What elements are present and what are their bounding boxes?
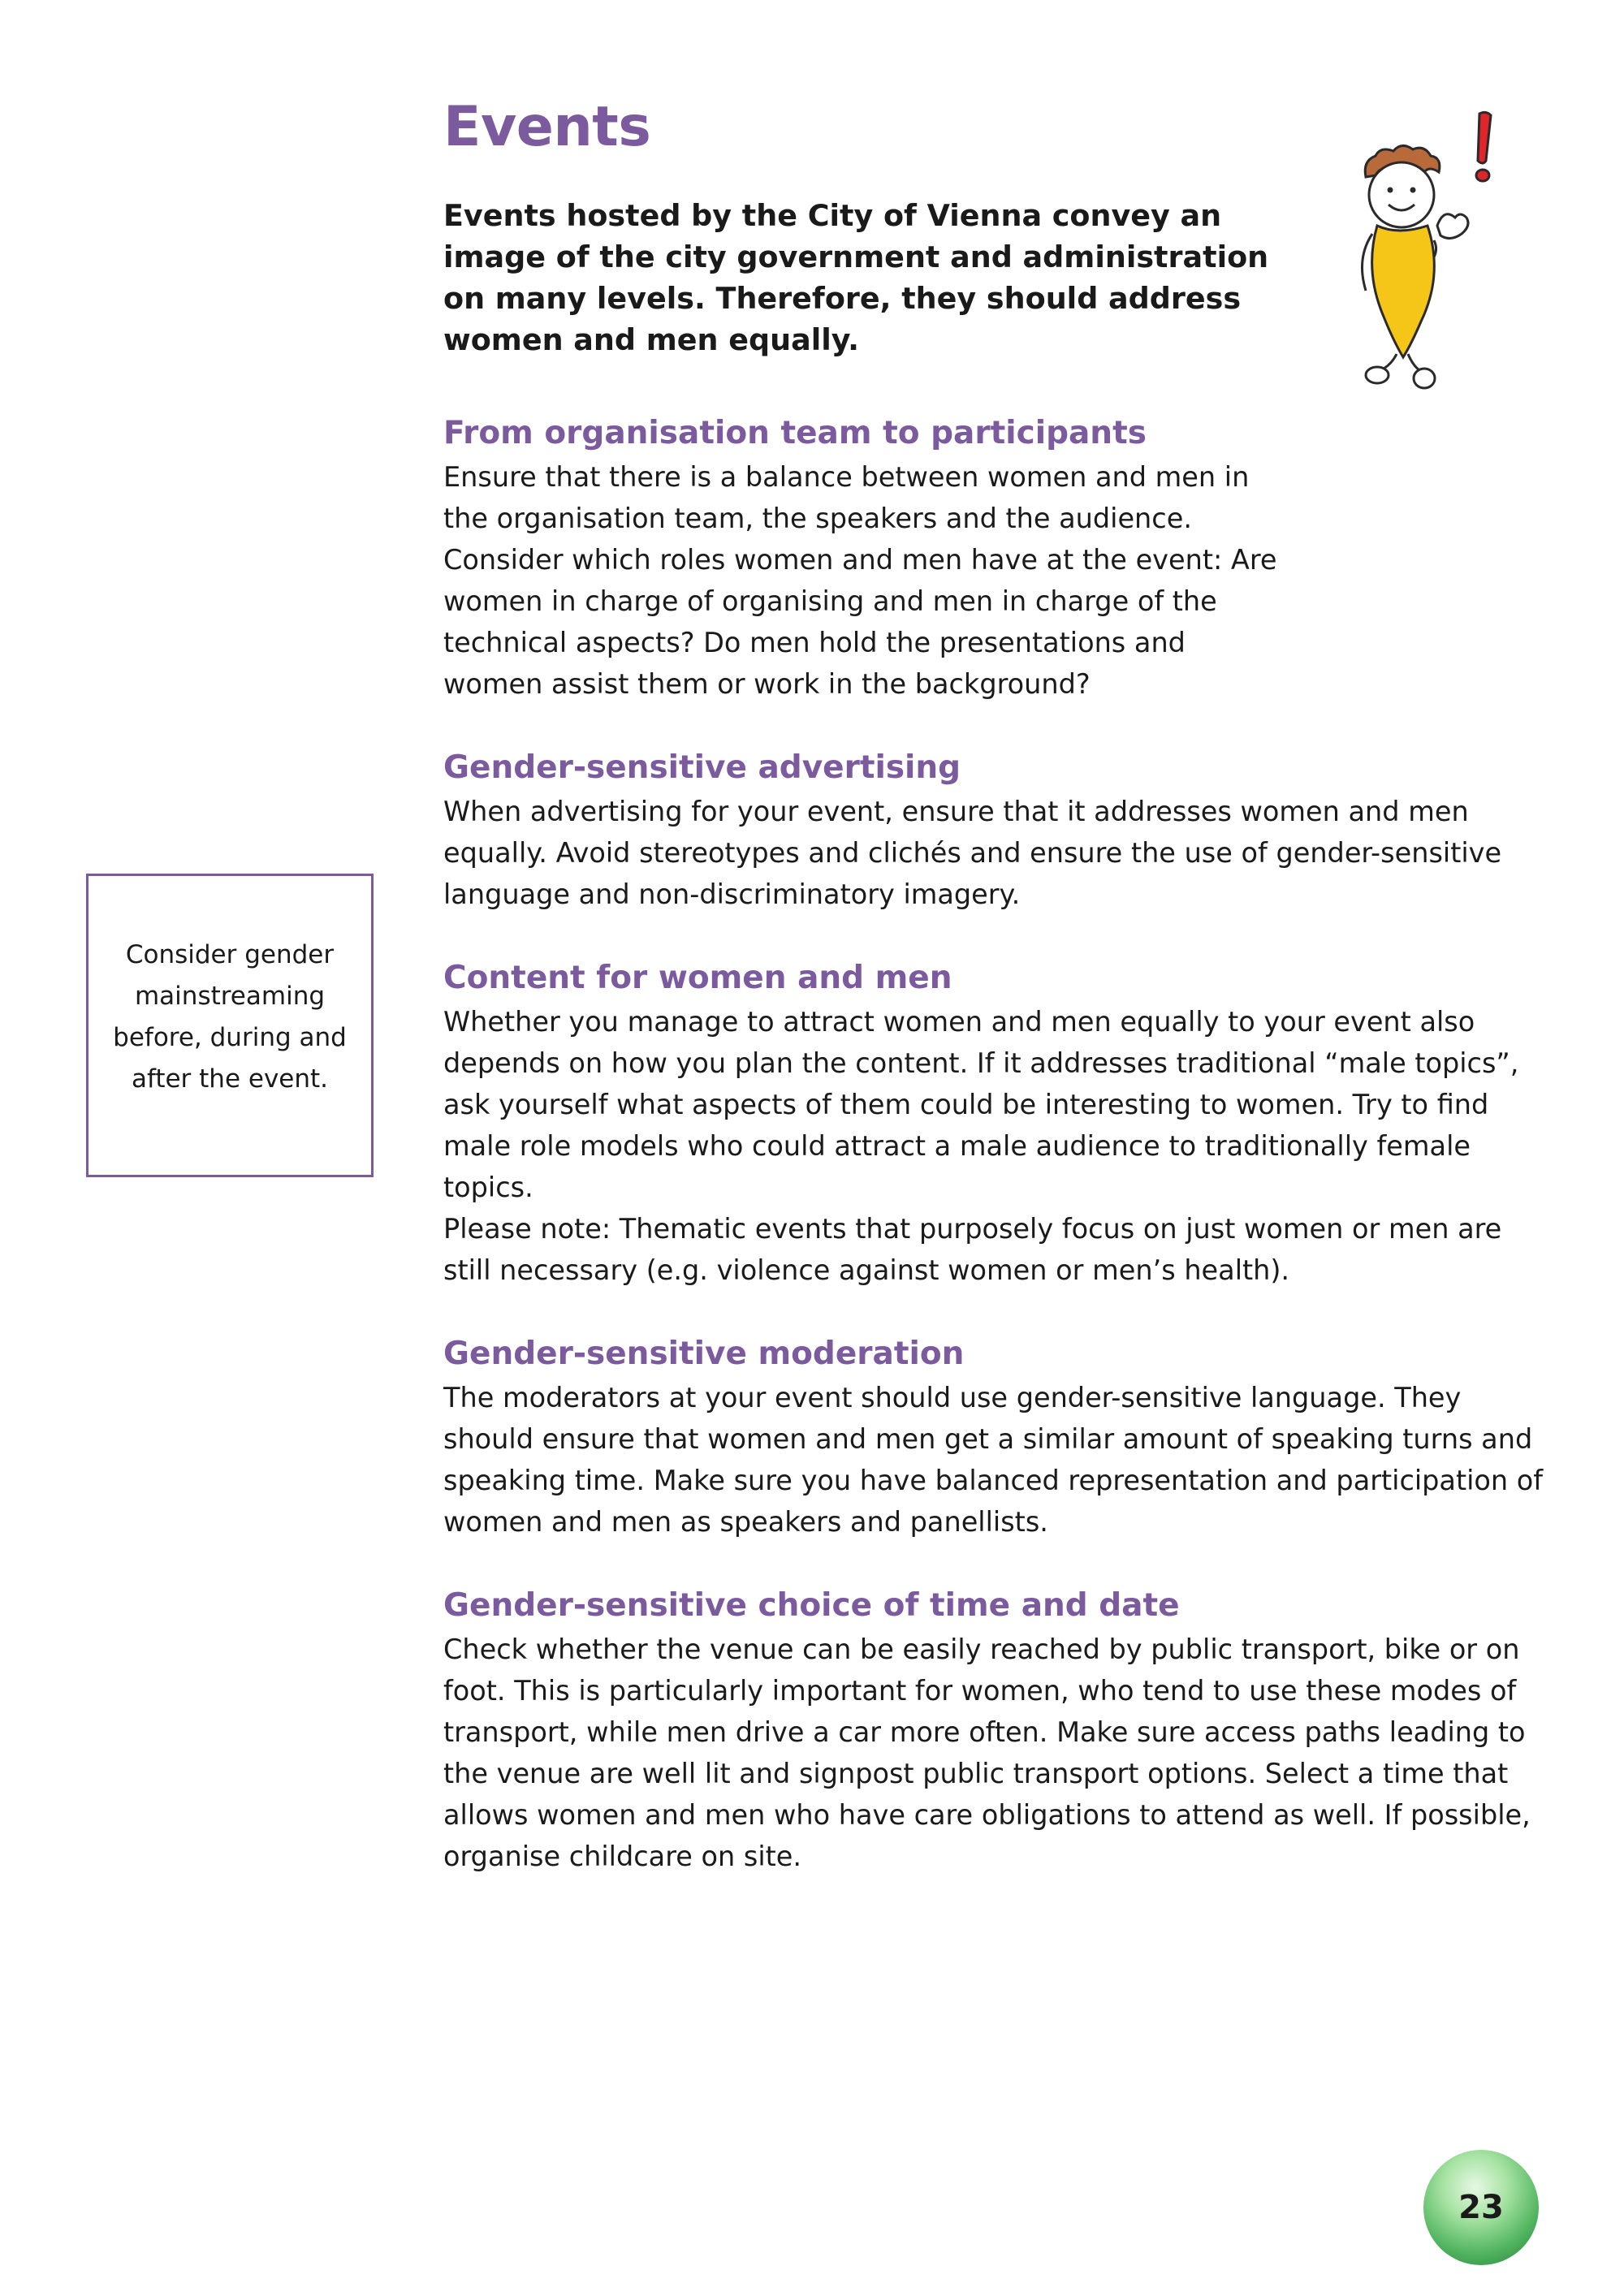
section-heading: From organisation team to participants [443,415,1147,452]
sidebar-note-box [86,874,374,1177]
section-heading: Content for women and men [443,960,952,997]
body-icon [1372,226,1435,357]
section-heading: Gender-sensitive moderation [443,1336,965,1373]
head-icon [1369,162,1434,227]
section-content [443,957,1548,1291]
section-advertising [443,747,1548,915]
page-number-badge [1423,2150,1539,2265]
section-paragraph: The moderators at your event should use gender-sensitive language. They should ensure that women and men get a similar amount of speaking turns and speaking time. Make sure you have balanced representation and participation of women and men as speakers and panellists. [443,1382,1544,1539]
section-paragraph: When advertising for your event, ensure that it addresses women and men equally. Avoid stereotypes and clichés and ensure the use of gender-sensitive language and non-discriminatory imagery. [443,796,1502,911]
section-paragraph: Check whether the venue can be easily reached by public transport, bike or on foot. This is particularly important for women, who tend to use these modes of transport, while men drive a car more often. Make sure access paths leading to the venue are well lit and signpost public transport options. Select a time that allows women and men who have care obligations to attend as well. If possible, organise childcare on site. [443,1634,1531,1873]
foot-icon [1366,367,1389,383]
section-moderation [443,1333,1548,1543]
page-title: Events [443,95,651,159]
section-paragraph: Please note: Thematic events that purposely focus on just women or men are still necessary (e.g. violence against women or men’s health). [443,1213,1502,1287]
exclamation-icon [1476,112,1491,181]
section-organisation-team [443,412,1548,705]
section-heading: Gender-sensitive choice of time and date [443,1587,1180,1625]
intro-text: Events hosted by the City of Vienna convey an image of the city government and administration on many levels. Therefore, they should address women and men equally. [443,198,1269,358]
section-paragraph: Whether you manage to attract women and men equally to your event also depends on how you plan the content. If it addresses traditional “male topics”, ask yourself what aspects of them could be interesting to women. Try to find male role models who could attract a male audience to traditionally female topics. [443,1006,1519,1204]
foot-icon [1414,369,1435,388]
hand-icon [1437,214,1468,239]
section-heading: Gender-sensitive advertising [443,749,961,787]
mascot-illustration [1348,104,1543,404]
page-number: 23 [1458,2189,1504,2226]
sidebar-note-text: Consider gender mainstreaming before, during and after the event. [113,940,347,1094]
section-time-date [443,1585,1548,1877]
section-paragraph: Ensure that there is a balance between women and men in the organisation team, the speakers and the audience. Consider which roles women and men have at the event: Are women in charge of organising and men in charge of the technical aspects? Do men hold the presentations and women assist them or work in the background? [443,461,1277,701]
